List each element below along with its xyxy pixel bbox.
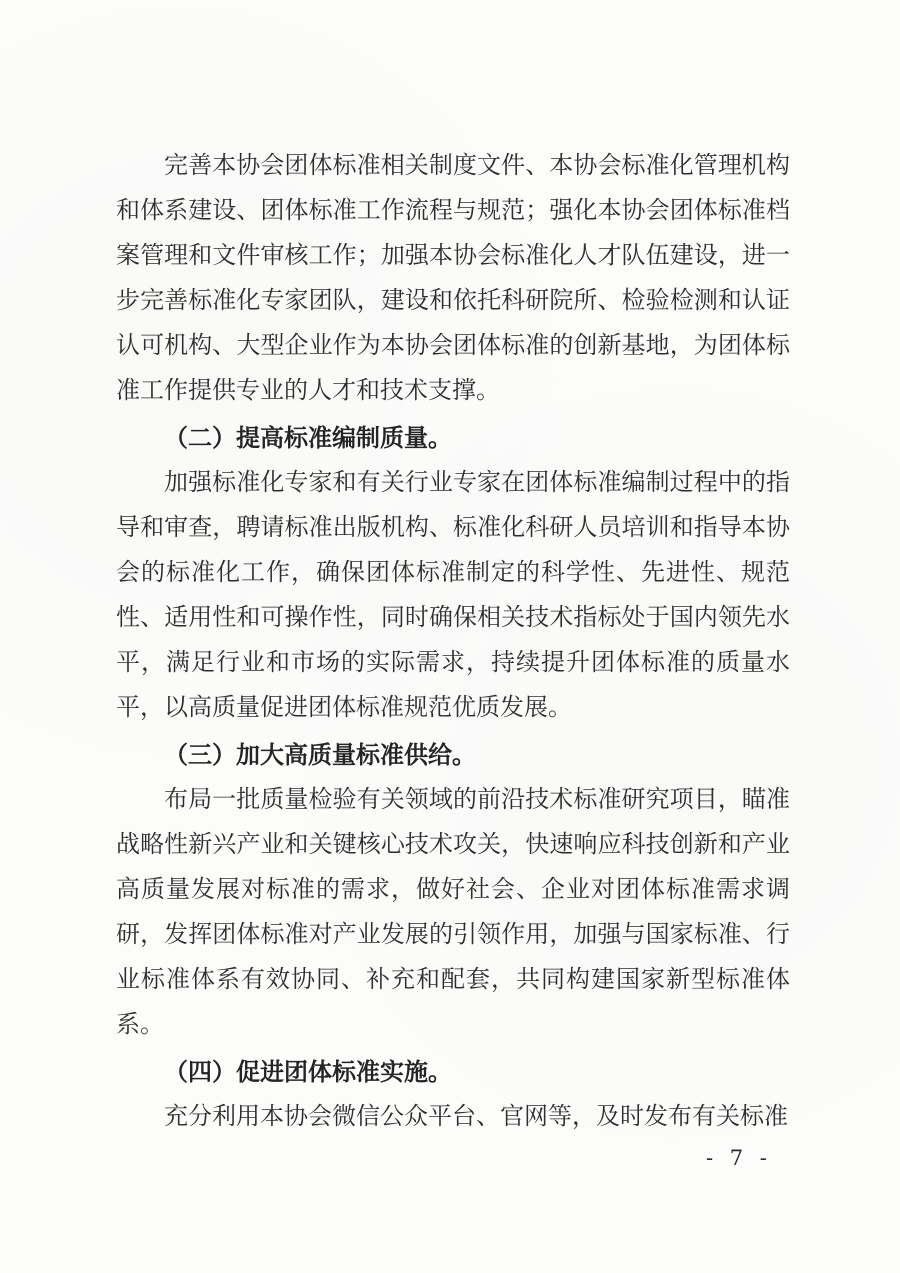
section-heading-2: （二）提高标准编制质量。 [164,423,452,452]
page-number: - 7 - [706,1146,772,1170]
paragraph-standard-implementation: 充分利用本协会微信公众平台、官网等，及时发布有关标准 [164,1102,788,1130]
paragraph-improve-systems: 完善本协会团体标准相关制度文件、本协会标准化管理机构和体系建设、团体标准工作流程与规范；强化本协会团体标准档案管理和文件审核工作；加强本协会标准化人才队伍建设，进一步完善标准化专家团队，建设和依托科研院所、检验检测和认证认可机构、大型企业作为本协会团体标准的创新基地，为团体标准工作提供专业的人才和技术支撑。 [116,151,790,404]
paragraph-standard-quality: 加强标准化专家和有关行业专家在团体标准编制过程中的指导和审查，聘请标准出版机构、标准化科研人员培训和指导本协会的标准化工作，确保团体标准制定的科学性、先进性、规范性、适用性和可操作性，同时确保相关技术指标处于国内领先水平，满足行业和市场的实际需求，持续提升团体标准的质量水平，以高质量促进团体标准规范优质发展。 [116,468,790,721]
section-heading-3: （三）加大高质量标准供给。 [164,740,476,769]
paragraph-standard-supply: 布局一批质量检验有关领域的前沿技术标准研究项目，瞄准战略性新兴产业和关键核心技术攻关，快速响应科技创新和产业高质量发展对标准的需求，做好社会、企业对团体标准需求调研，发挥团体标准对产业发展的引领作用，加强与国家标准、行业标准体系有效协同、补充和配套，共同构建国家新型标准体系。 [116,785,790,1038]
section-heading-4: （四）促进团体标准实施。 [164,1057,452,1086]
document-body [116,143,790,1139]
